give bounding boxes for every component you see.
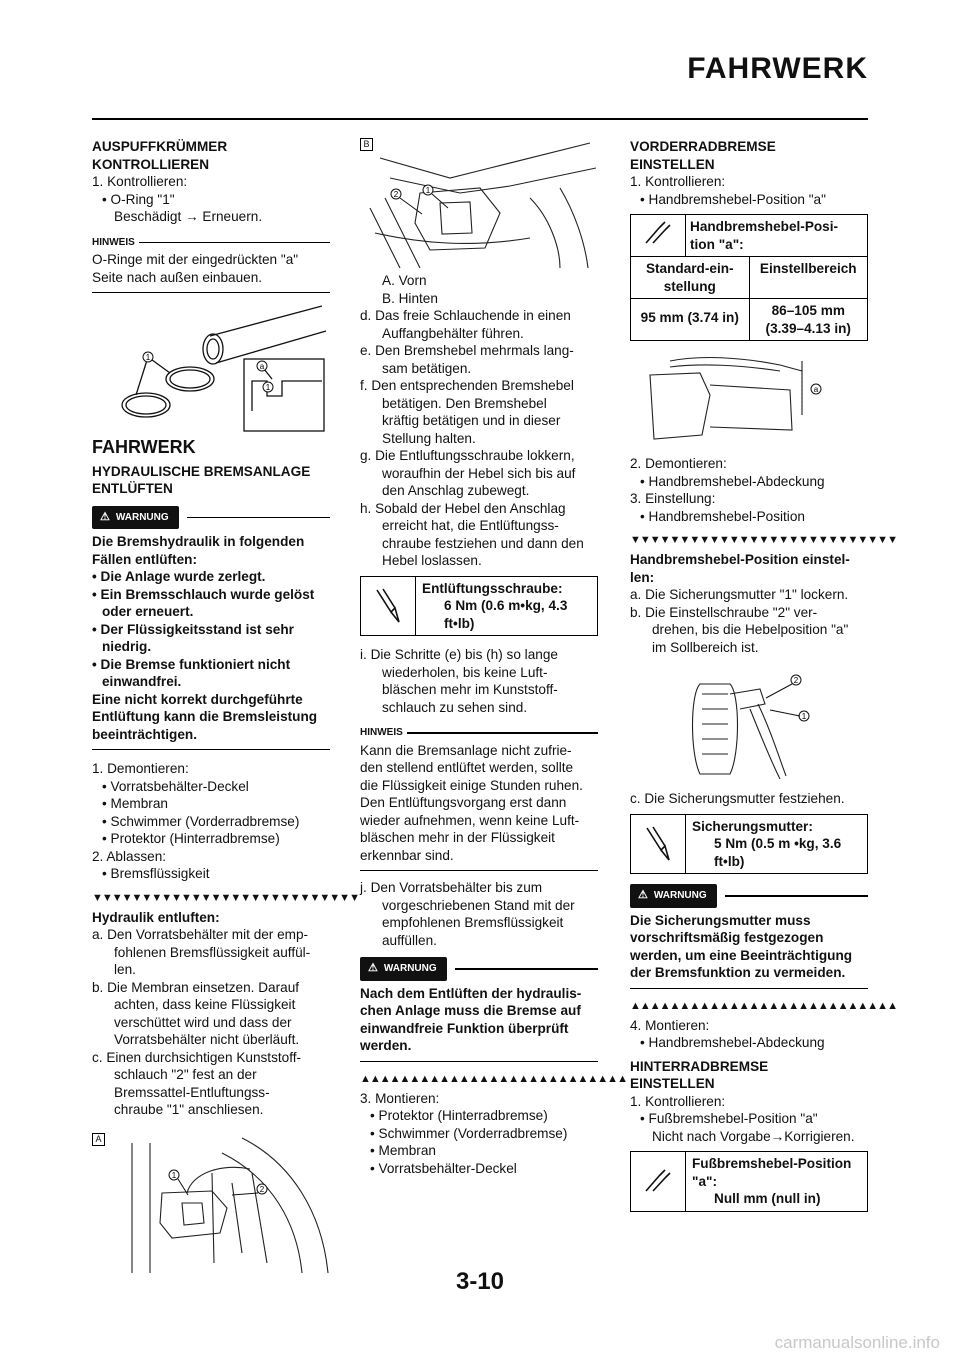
adjuster-illustration bbox=[630, 664, 868, 784]
warnung-header bbox=[360, 957, 598, 981]
warning-badge: ⚠ WARNUNG bbox=[630, 884, 717, 908]
column-right bbox=[630, 138, 897, 1222]
front-brake-check: 1. Kontrollieren: • Handbremshebel-Position "a" bbox=[630, 174, 826, 207]
torque-spec-locknut: Sicherungsmutter: 5 Nm (0.5 m •kg, 3.6 ft•lb) bbox=[630, 814, 868, 875]
figure-letter-a: A bbox=[92, 1133, 105, 1146]
table-value-standard: 95 mm (3.74 in) bbox=[640, 310, 739, 325]
front-caliper-figure bbox=[92, 1133, 330, 1273]
warnung-header bbox=[92, 506, 330, 530]
warning-triangle-icon: ⚠ bbox=[368, 962, 378, 974]
step-i: i. Die Schritte (e) bis (h) so lange wiederholen, bis keine Luft- bläschen mehr im Kunststoff- schlauch zu sehen sind. bbox=[360, 647, 558, 715]
page-number: 3-10 bbox=[455, 1268, 505, 1295]
header-rule bbox=[92, 118, 868, 120]
label-2: 2 bbox=[259, 1184, 265, 1194]
warnung-header bbox=[630, 884, 868, 908]
rear-caliper-illustration bbox=[360, 138, 598, 268]
exhaust-steps: 1. Kontrollieren: • O-Ring "1" Beschädigt → Erneuern. bbox=[92, 174, 263, 224]
warning-triangle-icon: ⚠ bbox=[638, 889, 648, 901]
hinweis-note: Kann die Bremsanlage nicht zufrie- den stellend entlüftet werden, sollte die Flüssigkeit einige Stunden ruhen. Den Entlüftungsvorgang erst dann wieder aufnehmen, wenn keine Luft- bläschen mehr in der Flüssigkeit erkennbar sind. bbox=[360, 742, 598, 872]
column-left bbox=[92, 138, 359, 1273]
column-middle bbox=[360, 138, 627, 1177]
lever-position-spec-table: Handbremshebel-Posi- tion "a": Standard-ein-stellung Einstellbereich 95 mm (3.74 in) 86–105 mm (3.39–4.13 in) bbox=[630, 214, 868, 341]
section-title-exhaust: AUSPUFFKRÜMMER KONTROLLIEREN bbox=[92, 139, 228, 172]
label-a: a bbox=[813, 385, 819, 394]
hinweis-note: O-Ringe mit der eingedrückten "a" Seite nach außen einbauen. bbox=[92, 251, 330, 293]
warnung-text: Die Bremshydraulik in folgenden Fällen entlüften: • Die Anlage wurde zerlegt. • Ein Bremsschlauch wurde gelöst oder erneuert. • Der Flüssigkeitsstand ist sehr niedrig. • Die Bremse funktioniert nicht einwandfrei. Eine nicht korrekt durchgeführte Entlüftung kann die Bremsleistung beeinträchtigen. bbox=[92, 529, 330, 750]
label-1: 1 bbox=[145, 353, 151, 362]
torque-wrench-icon bbox=[631, 815, 686, 874]
warning-badge: ⚠ WARNUNG bbox=[92, 506, 179, 530]
hinweis-header: HINWEIS bbox=[92, 234, 330, 252]
procedure-start-marks: ▼▼▼▼▼▼▼▼▼▼▼▼▼▼▼▼▼▼▼▼▼▼▼▼▼▼▼ bbox=[630, 534, 897, 546]
rear-brake-check: 1. Kontrollieren: • Fußbremshebel-Position "a" Nicht nach Vorgabe→Korrigieren. bbox=[630, 1093, 855, 1144]
table-header-standard: Standard-ein-stellung bbox=[645, 261, 734, 294]
warning-badge: ⚠ WARNUNG bbox=[360, 957, 447, 981]
page-title: FAHRWERK bbox=[687, 52, 868, 85]
assembly-steps: 4. Montieren: • Handbremshebel-Abdeckung bbox=[630, 1017, 825, 1050]
procedure-start-marks: ▼▼▼▼▼▼▼▼▼▼▼▼▼▼▼▼▼▼▼▼▼▼▼▼▼▼▼ bbox=[92, 891, 359, 904]
warning-triangle-icon: ⚠ bbox=[100, 510, 110, 523]
step-c: c. Die Sicherungsmutter festziehen. bbox=[630, 791, 845, 806]
o-ring-illustration bbox=[92, 301, 330, 431]
hand-lever-illustration bbox=[630, 355, 868, 455]
warnung-text: Die Sicherungsmutter muss vorschriftsmäßig festgezogen werden, um eine Beeinträchtigung der Bremsfunktion zu vermeiden. bbox=[630, 908, 868, 989]
bleed-steps: a. Den Vorratsbehälter mit der emp- fohlenen Bremsflüssigkeit auffül- len. b. Die Membran einsetzen. Darauf achten, dass keine Flüssigkeit verschüttet wird und dass der Vorratsbehälter nicht überläuft. c. Einen durchsichtigen Kunststoff- schlauch "2" fest an der Bremssattel-Entluftungss- chraube "1" anschliesen. bbox=[92, 927, 311, 1117]
warnung-text: Nach dem Entlüften der hydraulis- chen Anlage muss die Bremse auf einwandfreie Funktion überprüft werden. bbox=[360, 981, 598, 1062]
rear-caliper-figure bbox=[360, 138, 598, 268]
procedure-end-marks: ▲▲▲▲▲▲▲▲▲▲▲▲▲▲▲▲▲▲▲▲▲▲▲▲▲▲▲ bbox=[630, 999, 897, 1012]
bleed-steps-continued: d. Das freie Schlauchende in einen Auffangbehälter führen. e. Den Bremshebel mehrmals lang- sam betätigen. f. Den entsprechenden Bremshebel betätigen. Den Bremshebel kräftig betätigen und in dieser Stellung halten. g. Die Entluftungsschraube lokkern, woraufhin der Hebel sich bis auf den Anschlag zubewegt. h. Sobald der Hebel den Anschlag erreicht hat, die Entlüftungss- chraube festziehen und dann den Hebel loslassen. bbox=[360, 308, 584, 568]
assembly-steps: 3. Montieren: • Protektor (Hinterradbremse) • Schwimmer (Vorderradbremse) • Membran • Vorratsbehälter-Deckel bbox=[360, 1090, 568, 1176]
label-2: 2 bbox=[793, 676, 799, 685]
bleed-title: Hydraulik entluften: bbox=[92, 909, 220, 925]
table-value-range: 86–105 mm (3.39–4.13 in) bbox=[749, 299, 868, 340]
label-1b: 1 bbox=[265, 383, 271, 392]
table-icon-cell bbox=[631, 215, 685, 256]
front-caliper-illustration bbox=[92, 1133, 330, 1273]
section-heading: FAHRWERK bbox=[92, 437, 196, 457]
step-j: j. Den Vorratsbehälter bis zum vorgeschriebenen Stand mit der empfohlenen Bremsflüssigkeit auffüllen. bbox=[360, 880, 575, 948]
figure-legend: A. Vorn B. Hinten bbox=[382, 273, 438, 306]
measure-icon bbox=[643, 218, 673, 248]
label-1: 1 bbox=[171, 1170, 177, 1180]
adjust-steps: a. Die Sicherungsmutter "1" lockern. b. Die Einstellschraube "2" ver- drehen, bis die Hebelposition "a" im Sollbereich ist. bbox=[630, 587, 849, 655]
pedal-position-spec: Fußbremshebel-Position "a": Null mm (null in) bbox=[630, 1151, 868, 1212]
adjust-title: Handbremshebel-Position einstel- len: bbox=[630, 552, 850, 585]
table-header-range: Einstellbereich bbox=[749, 257, 868, 298]
adjuster-figure bbox=[630, 664, 868, 784]
measure-icon bbox=[631, 1152, 686, 1211]
label-1: 1 bbox=[801, 712, 807, 721]
label-a: a bbox=[259, 362, 265, 371]
hinweis-header: HINWEIS bbox=[360, 724, 598, 742]
procedure-end-marks: ▲▲▲▲▲▲▲▲▲▲▲▲▲▲▲▲▲▲▲▲▲▲▲▲▲▲▲ bbox=[360, 1072, 627, 1085]
watermark: carmanualsonline.info bbox=[774, 1333, 940, 1352]
section-title-rear-brake: HINTERRADBREMSE EINSTELLEN bbox=[630, 1058, 769, 1091]
label-2: 2 bbox=[393, 190, 399, 199]
hand-lever-figure bbox=[630, 355, 868, 455]
o-ring-figure bbox=[92, 301, 330, 431]
label-1: 1 bbox=[425, 186, 431, 195]
torque-wrench-icon bbox=[361, 577, 416, 636]
disassembly-steps: 1. Demontieren: • Vorratsbehälter-Deckel • Membran • Schwimmer (Vorderradbremse) • Protektor (Hinterradbremse) 2. Ablassen: • Bremsflüssigkeit bbox=[92, 761, 300, 881]
front-brake-adjust-steps: 2. Demontieren: • Handbremshebel-Abdeckung 3. Einstellung: • Handbremshebel-Position bbox=[630, 456, 825, 524]
torque-spec-bleed-screw: Entlüftungsschraube: 6 Nm (0.6 m•kg, 4.3 ft•lb) bbox=[360, 576, 598, 637]
section-title-front-brake: VORDERRADBREMSE EINSTELLEN bbox=[630, 139, 776, 172]
figure-letter-b: B bbox=[360, 138, 373, 151]
section-title-bleed: HYDRAULISCHE BREMSANLAGE ENTLÜFTEN bbox=[92, 463, 311, 496]
